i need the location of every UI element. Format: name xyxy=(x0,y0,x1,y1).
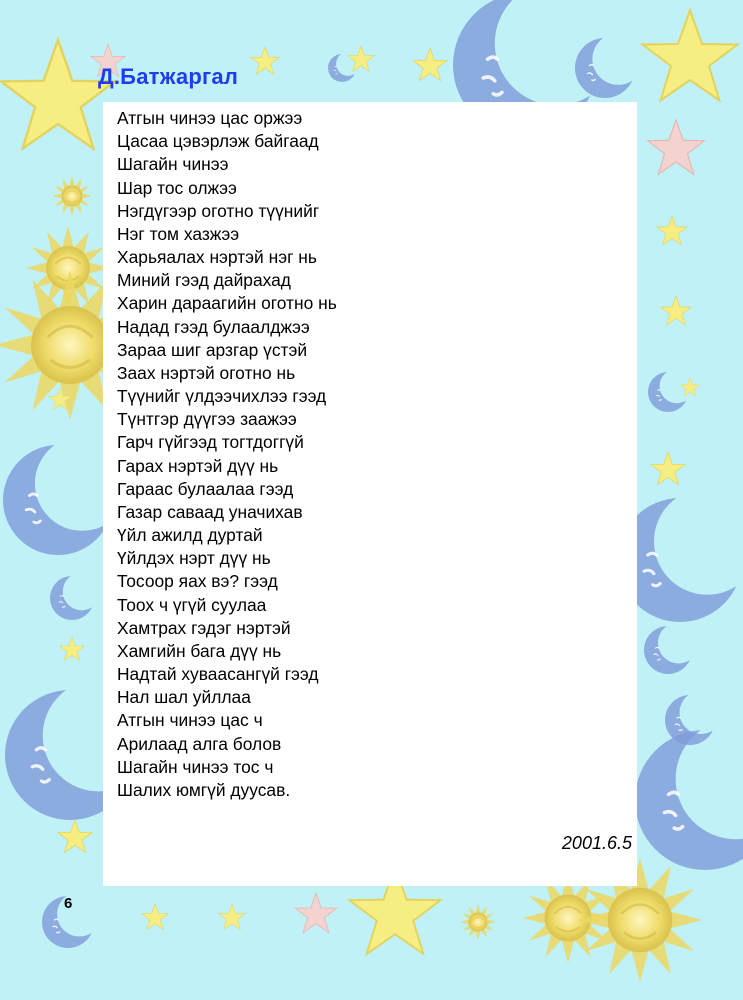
poem-line: Шар тос олжээ xyxy=(117,177,237,198)
star-icon xyxy=(60,637,85,661)
star-icon xyxy=(643,10,738,101)
poem-line: Түүнийг үлдээчихлээ гээд xyxy=(117,386,327,407)
poem-line: Тоох ч үгүй суулаа xyxy=(117,594,267,615)
poem-line: Хамтрах гэдэг нэртэй xyxy=(117,617,291,638)
poem-line: Газар саваад уначихав xyxy=(117,501,303,522)
star-icon xyxy=(657,216,687,245)
sun-icon xyxy=(52,176,92,216)
star-icon xyxy=(58,820,92,853)
poem-line: Атгын чинээ цас оржээ xyxy=(117,108,303,128)
poem-line: Үйлдэх нэрт дүү нь xyxy=(117,548,271,569)
star-icon xyxy=(661,296,691,325)
crescent-moon-face-icon xyxy=(3,445,113,555)
sun-icon xyxy=(460,904,496,940)
poem-text xyxy=(117,107,537,802)
star-icon xyxy=(219,904,246,929)
poem-line: Үйл ажилд дуртай xyxy=(117,525,263,546)
poem-line: Гарч гүйгээд тогтдоггүй xyxy=(117,432,304,453)
poem-line: Надад гээд булаалджээ xyxy=(117,316,310,337)
poem-line: Заах нэртэй оготно нь xyxy=(117,362,296,383)
author-name: Д.Батжаргал xyxy=(98,64,238,89)
poem-line: Арилаад алга болов xyxy=(117,733,282,754)
poem-line: Нэгдүгээр оготно түүнийг xyxy=(117,200,320,221)
poem-line: Надтай хуваасангүй гээд xyxy=(117,664,319,685)
crescent-moon-face-icon xyxy=(648,372,688,412)
star-icon xyxy=(648,120,705,174)
poem-line: Шагайн чинээ тос ч xyxy=(117,756,274,777)
poem-line: Цасаа цэвэрлэж байгаад xyxy=(117,131,319,152)
poem-line: Тосоор яах вэ? гээд xyxy=(117,571,278,592)
star-icon xyxy=(142,904,169,929)
poem-line: Хамгийн бага дүү нь xyxy=(117,640,282,661)
crescent-moon-face-icon xyxy=(50,576,94,620)
poem-line: Гарах нэртэй дүү нь xyxy=(117,455,279,476)
poem-date: 2001.6.5 xyxy=(561,833,632,853)
poem-line: Нэг том хазжээ xyxy=(117,223,240,244)
poem-line: Шагайн чинээ xyxy=(117,154,229,175)
star-icon xyxy=(413,48,447,81)
star-icon xyxy=(251,47,280,74)
poem-line: Зараа шиг арзгар үстэй xyxy=(117,339,308,360)
crescent-moon-face-icon xyxy=(644,626,692,674)
poem-line: Нал шал уйллаа xyxy=(117,687,251,708)
poem-line: Шалих юмгүй дуусав. xyxy=(117,779,291,800)
star-icon xyxy=(295,893,337,933)
poem-line: Миний гээд дайрахад xyxy=(117,270,291,291)
poem-line: Гараас булаалаа гээд xyxy=(117,478,294,499)
page-number: 6 xyxy=(64,895,73,912)
star-icon xyxy=(651,452,685,485)
poem-line: Атгын чинээ цас ч xyxy=(117,710,263,731)
crescent-moon-face-icon xyxy=(635,730,743,870)
crescent-moon-face-icon xyxy=(575,38,635,98)
poem-line: Түнтгэр дүүгээ заажээ xyxy=(117,409,297,430)
poem-line: Харин дараагийн оготно нь xyxy=(117,293,337,314)
poem-line: Харьяалах нэртэй нэг нь xyxy=(117,247,317,268)
